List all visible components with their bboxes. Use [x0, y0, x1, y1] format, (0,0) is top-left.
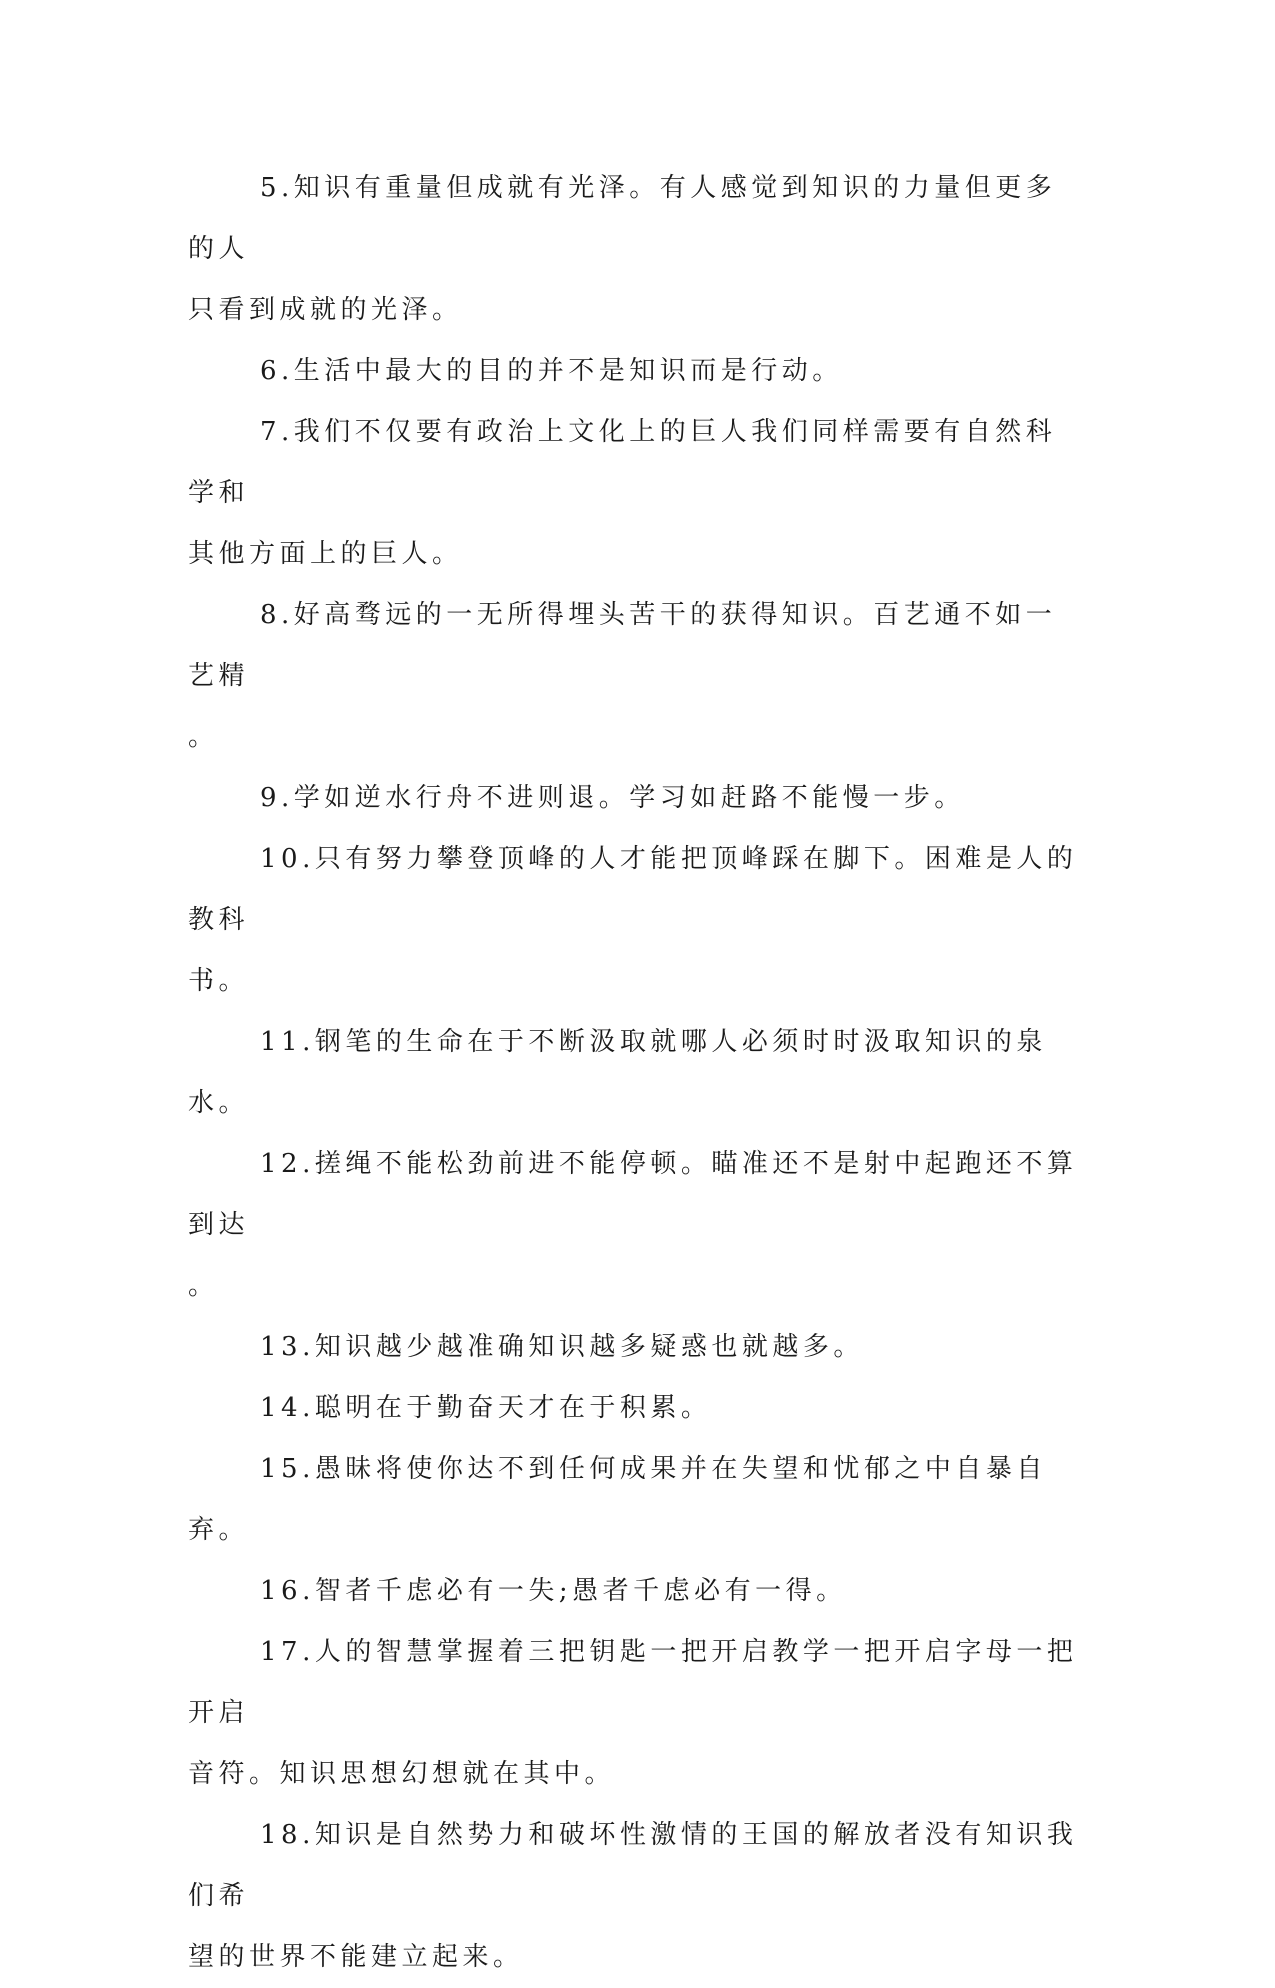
paragraph-11 — [188, 1012, 1080, 1134]
paragraph-9 — [188, 768, 1080, 829]
paragraph-line: 。 — [188, 722, 219, 752]
paragraph-12 — [188, 1134, 1080, 1317]
paragraph-line: 9.学如逆水行舟不进则退。学习如赶路不能慢一步。 — [260, 783, 965, 813]
paragraph-line: 其他方面上的巨人。 — [188, 539, 463, 569]
paragraph-10 — [188, 829, 1080, 1012]
paragraph-18 — [188, 1805, 1080, 1988]
paragraph-line: 只看到成就的光泽。 — [188, 295, 463, 325]
paragraph-line: 14.聪明在于勤奋天才在于积累。 — [260, 1393, 712, 1423]
document-body — [188, 158, 1080, 1988]
paragraph-line: 6.生活中最大的目的并不是知识而是行动。 — [260, 356, 843, 386]
paragraph-line: 13.知识越少越准确知识越多疑惑也就越多。 — [260, 1332, 864, 1362]
paragraph-17 — [188, 1622, 1080, 1805]
paragraph-line: 7.我们不仅要有政治上文化上的巨人我们同样需要有自然科学和 — [188, 417, 1057, 508]
paragraph-line: 音符。知识思想幻想就在其中。 — [188, 1759, 616, 1789]
paragraph-line: 8.好高骛远的一无所得埋头苦干的获得知识。百艺通不如一艺精 — [188, 600, 1057, 691]
paragraph-13 — [188, 1317, 1080, 1378]
paragraph-line: 15.愚昧将使你达不到任何成果并在失望和忧郁之中自暴自弃。 — [188, 1454, 1047, 1545]
paragraph-line: 18.知识是自然势力和破坏性激情的王国的解放者没有知识我们希 — [188, 1820, 1078, 1911]
paragraph-line: 5.知识有重量但成就有光泽。有人感觉到知识的力量但更多的人 — [188, 173, 1057, 264]
paragraph-line: 11.钢笔的生命在于不断汲取就哪人必须时时汲取知识的泉水。 — [188, 1027, 1047, 1118]
paragraph-line: 17.人的智慧掌握着三把钥匙一把开启教学一把开启字母一把开启 — [188, 1637, 1078, 1728]
paragraph-7 — [188, 402, 1080, 585]
paragraph-line: 。 — [188, 1271, 219, 1301]
paragraph-line: 望的世界不能建立起来。 — [188, 1942, 524, 1972]
paragraph-line: 10.只有努力攀登顶峰的人才能把顶峰踩在脚下。困难是人的教科 — [188, 844, 1078, 935]
paragraph-16 — [188, 1561, 1080, 1622]
paragraph-line: 12.搓绳不能松劲前进不能停顿。瞄准还不是射中起跑还不算到达 — [188, 1149, 1078, 1240]
paragraph-15 — [188, 1439, 1080, 1561]
paragraph-14 — [188, 1378, 1080, 1439]
paragraph-line: 16.智者千虑必有一失;愚者千虑必有一得。 — [260, 1576, 847, 1606]
paragraph-6 — [188, 341, 1080, 402]
paragraph-5 — [188, 158, 1080, 341]
paragraph-8 — [188, 585, 1080, 768]
paragraph-line: 书。 — [188, 966, 250, 996]
